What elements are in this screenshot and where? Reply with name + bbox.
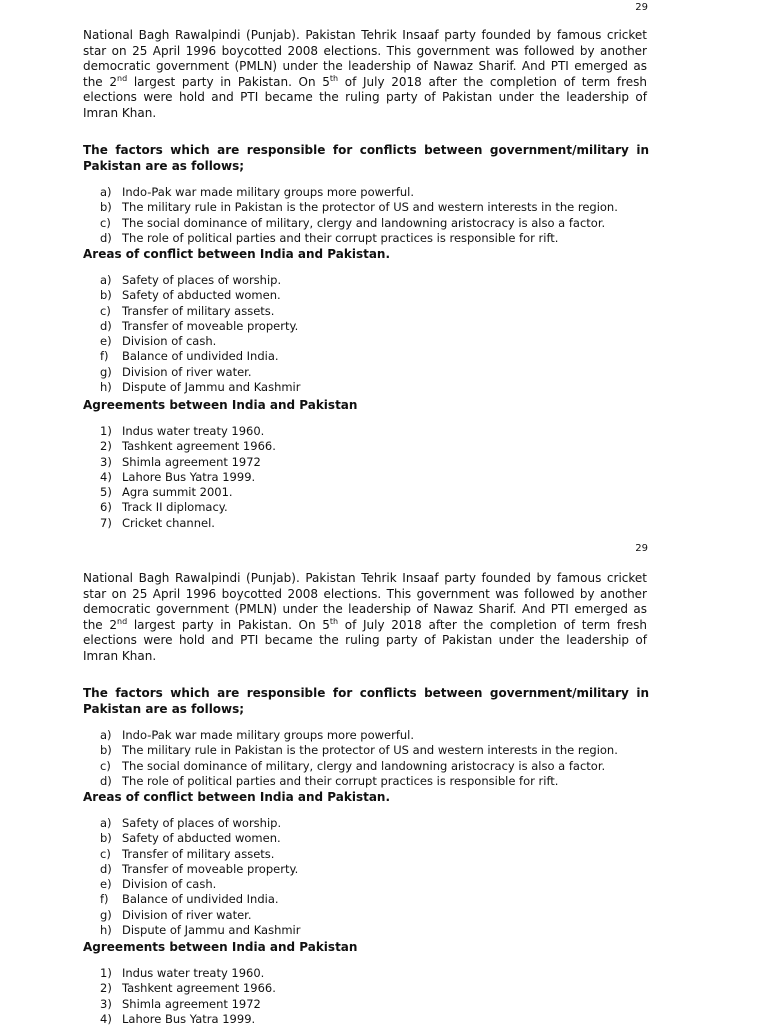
intro-paragraph — [83, 28, 647, 121]
list-item: c) The social dominance of military, clergy and landowning aristocracy is also a factor. — [100, 758, 606, 773]
list-item: b) The military rule in Pakistan is the protector of US and western interests in the region. — [100, 743, 618, 758]
areas-list — [100, 273, 300, 395]
list-item: g) Division of river water. — [100, 907, 252, 922]
list-item: 2) Tashkent agreement 1966. — [100, 439, 276, 454]
list-item: g) Division of river water. — [100, 364, 252, 379]
list-item: a) Safety of places of worship. — [100, 816, 282, 830]
list-item: a) Indo-Pak war made military groups more powerful. — [100, 185, 415, 199]
ordinal-superscript: nd — [117, 616, 128, 626]
paragraph-text: National Bagh Rawalpindi (Punjab). Pakistan Tehrik Insaaf party founded by famous cricket star on 25 April 1996 boycotted 2008 elections. This government was followed by another democratic government (PMLN) under the leadership of Nawaz Sharif. And PTI emerged as the 2 — [83, 28, 647, 89]
list-item: d) Transfer of moveable property. — [100, 861, 299, 876]
agreements-heading: Agreements between India and Pakistan — [83, 940, 358, 954]
list-item: d) The role of political parties and their corrupt practices is responsible for rift. — [100, 773, 559, 788]
page-number: 29 — [635, 543, 648, 554]
intro-paragraph — [83, 571, 647, 664]
list-item: a) Indo-Pak war made military groups more powerful. — [100, 728, 415, 742]
factors-list — [100, 185, 618, 246]
list-item: d) Transfer of moveable property. — [100, 318, 299, 333]
list-item: d) The role of political parties and their corrupt practices is responsible for rift. — [100, 230, 559, 245]
list-item: h) Dispute of Jammu and Kashmir — [100, 380, 301, 395]
list-item: 3) Shimla agreement 1972 — [100, 996, 261, 1011]
areas-list — [100, 816, 300, 938]
ordinal-superscript: nd — [117, 73, 128, 83]
factors-list — [100, 728, 618, 789]
list-item: b) The military rule in Pakistan is the protector of US and western interests in the region. — [100, 200, 618, 215]
list-item: b) Safety of abducted women. — [100, 831, 281, 846]
list-item: f) Balance of undivided India. — [100, 349, 279, 364]
ordinal-superscript: th — [329, 616, 339, 626]
paragraph-text: largest party in Pakistan. On 5 — [127, 74, 330, 89]
agreements-list — [100, 966, 276, 1027]
list-item: 2) Tashkent agreement 1966. — [100, 981, 276, 996]
agreements-heading: Agreements between India and Pakistan — [83, 398, 358, 412]
list-item: 4) Lahore Bus Yatra 1999. — [100, 1011, 256, 1026]
list-item: 6) Track II diplomacy. — [100, 500, 228, 515]
paragraph-text: National Bagh Rawalpindi (Punjab). Pakistan Tehrik Insaaf party founded by famous cricket star on 25 April 1996 boycotted 2008 elections. This government was followed by another democratic government (PMLN) under the leadership of Nawaz Sharif. And PTI emerged as the 2 — [83, 571, 647, 632]
list-item: e) Division of cash. — [100, 877, 217, 892]
factors-heading: The factors which are responsible for conflicts between government/military in Pakistan are as follows; — [83, 686, 649, 716]
agreements-list — [100, 424, 276, 531]
list-item: c) Transfer of military assets. — [100, 303, 275, 318]
list-item: 1) Indus water treaty 1960. — [100, 424, 265, 438]
list-item: e) Division of cash. — [100, 334, 217, 349]
areas-heading: Areas of conflict between India and Pakistan. — [83, 790, 391, 804]
list-item: b) Safety of abducted women. — [100, 288, 281, 303]
ordinal-superscript: th — [329, 73, 339, 83]
areas-heading: Areas of conflict between India and Pakistan. — [83, 247, 391, 261]
page-number: 29 — [635, 2, 648, 13]
list-item: c) Transfer of military assets. — [100, 846, 275, 861]
list-item: 4) Lahore Bus Yatra 1999. — [100, 469, 256, 484]
list-item: f) Balance of undivided India. — [100, 892, 279, 907]
factors-heading: The factors which are responsible for conflicts between government/military in Pakistan are as follows; — [83, 143, 649, 173]
list-item: a) Safety of places of worship. — [100, 273, 282, 287]
list-item: h) Dispute of Jammu and Kashmir — [100, 923, 301, 938]
paragraph-text: of July 2018 after the completion of term fresh elections were hold and PTI became the ruling party of Pakistan under the leadership of Imran Khan. — [83, 617, 648, 663]
list-item: 7) Cricket channel. — [100, 515, 215, 530]
list-item: c) The social dominance of military, clergy and landowning aristocracy is also a factor. — [100, 215, 606, 230]
paragraph-text: of July 2018 after the completion of term fresh elections were hold and PTI became the ruling party of Pakistan under the leadership of Imran Khan. — [83, 74, 648, 120]
list-item: 3) Shimla agreement 1972 — [100, 454, 261, 469]
list-item: 1) Indus water treaty 1960. — [100, 966, 265, 980]
paragraph-text: largest party in Pakistan. On 5 — [127, 617, 330, 632]
list-item: 5) Agra summit 2001. — [100, 485, 233, 500]
